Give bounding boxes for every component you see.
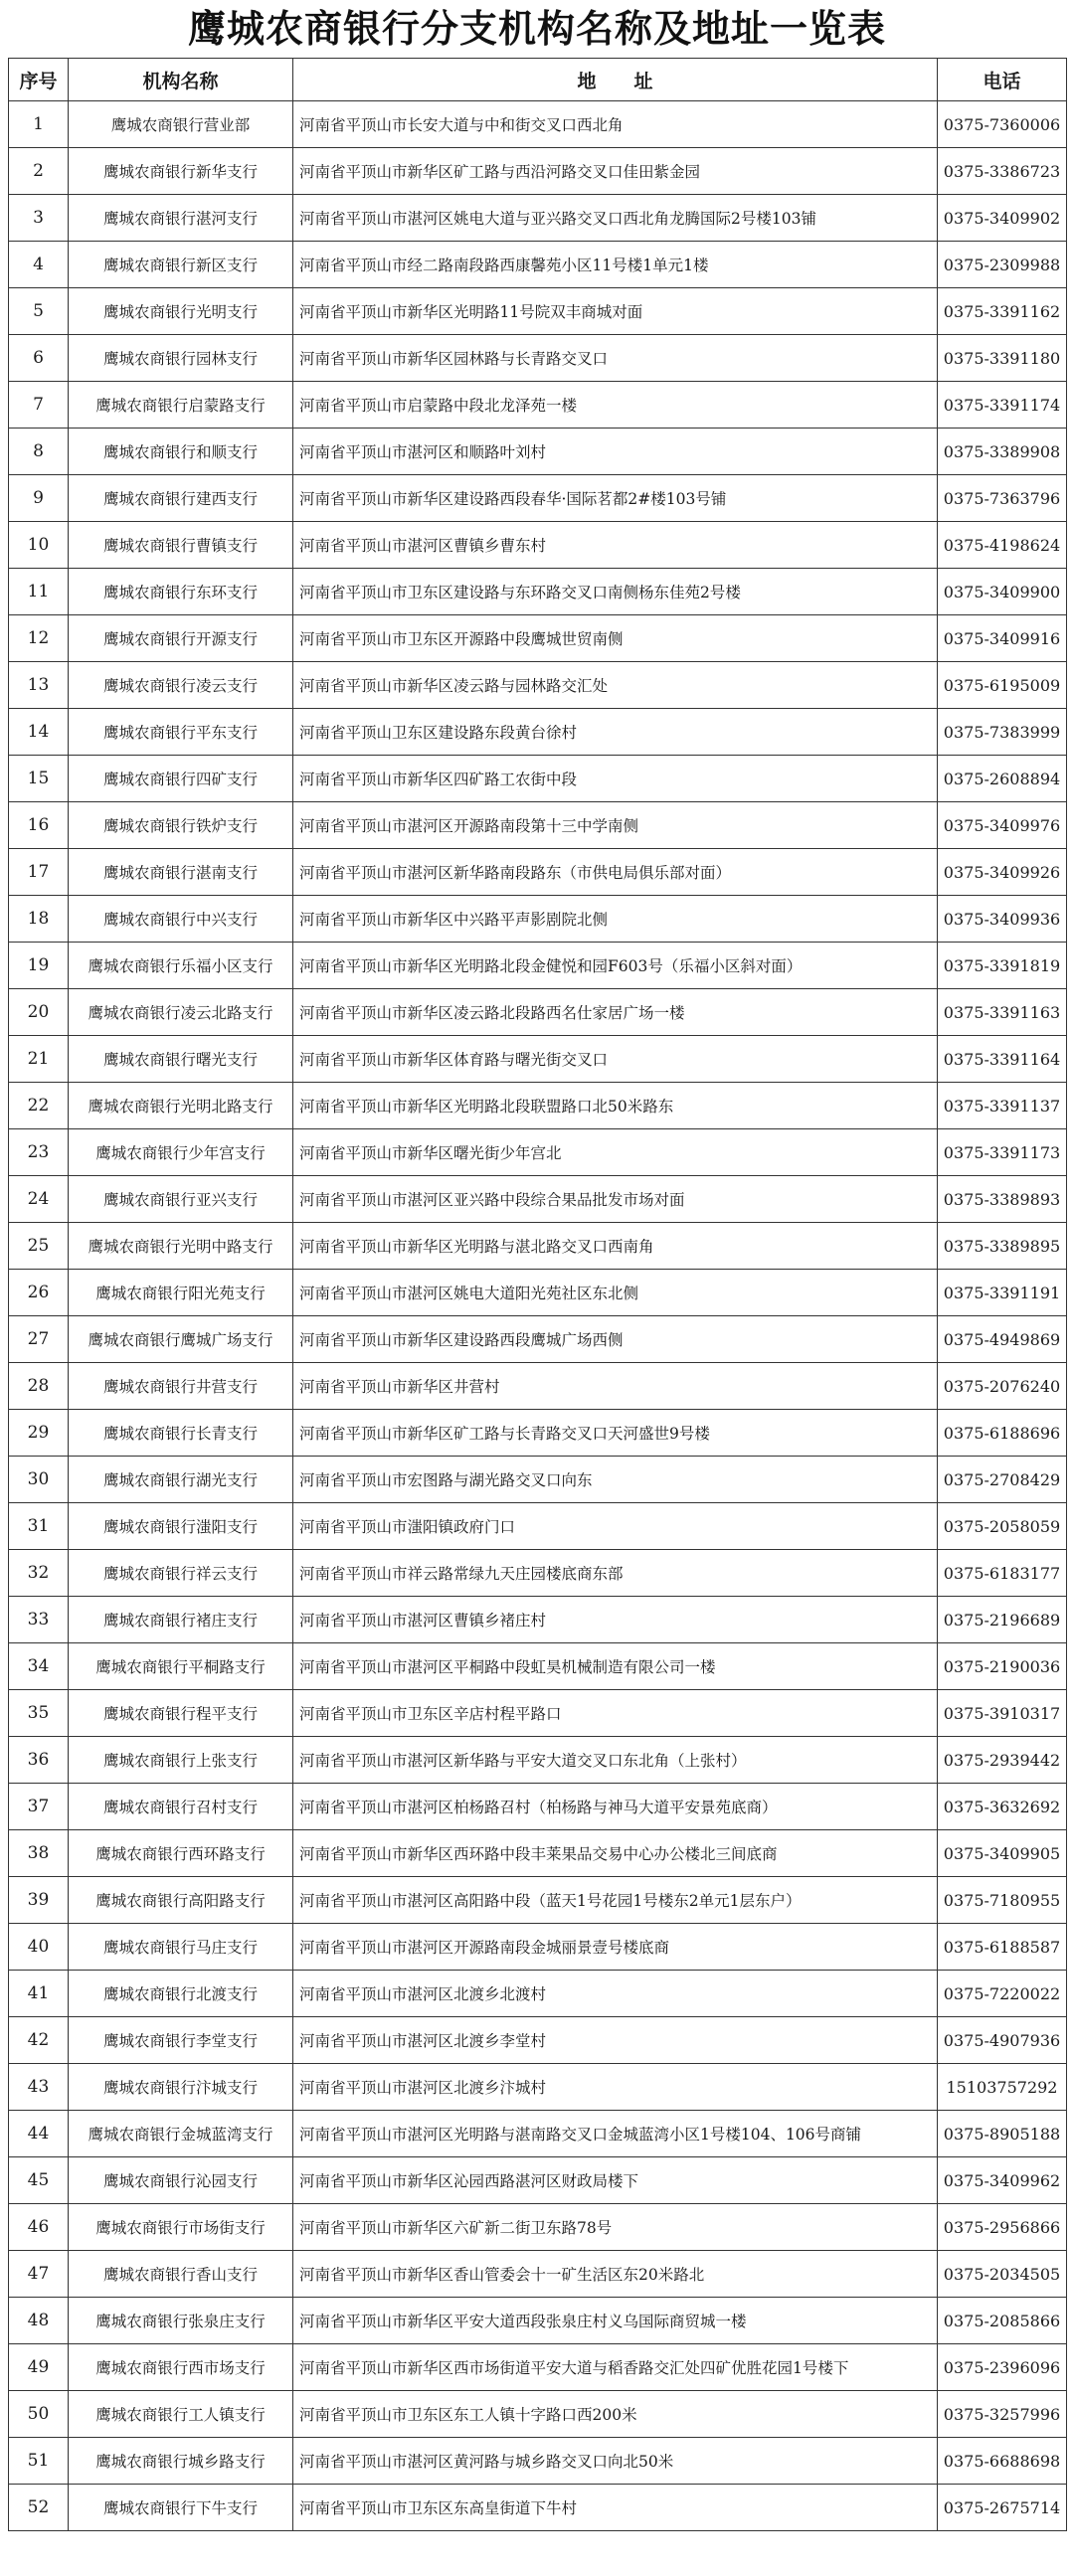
branch-phone: 0375-2939442 (938, 1737, 1067, 1784)
branch-name: 鹰城农商银行和顺支行 (69, 429, 293, 475)
branch-address: 河南省平顶山市湛河区新华路与平安大道交叉口东北角（上张村） (293, 1737, 938, 1784)
branch-address: 河南省平顶山市宏图路与湖光路交叉口向东 (293, 1457, 938, 1503)
row-number: 15 (9, 756, 69, 802)
branch-address: 河南省平顶山市湛河区北渡乡汴城村 (293, 2064, 938, 2111)
row-number: 47 (9, 2251, 69, 2298)
branch-name: 鹰城农商银行曹镇支行 (69, 522, 293, 569)
branch-name: 鹰城农商银行湖光支行 (69, 1457, 293, 1503)
branch-address: 河南省平顶山市新华区光明路11号院双丰商城对面 (293, 288, 938, 335)
branch-address: 河南省平顶山市新华区中兴路平声影剧院北侧 (293, 896, 938, 943)
row-number: 44 (9, 2111, 69, 2157)
table-row (9, 2111, 1067, 2157)
row-number: 4 (9, 242, 69, 288)
table-row (9, 2298, 1067, 2344)
branch-phone: 0375-3391819 (938, 943, 1067, 989)
branch-name: 鹰城农商银行四矿支行 (69, 756, 293, 802)
table-row (9, 1223, 1067, 1270)
row-number: 25 (9, 1223, 69, 1270)
branch-address: 河南省平顶山市卫东区东高皇街道下牛村 (293, 2485, 938, 2531)
branch-address: 河南省平顶山市新华区西市场街道平安大道与稻香路交汇处四矿优胜花园1号楼下 (293, 2344, 938, 2391)
branch-table (8, 58, 1067, 2531)
header-name: 机构名称 (69, 59, 293, 101)
row-number: 36 (9, 1737, 69, 1784)
branch-address: 河南省平顶山市新华区井营村 (293, 1363, 938, 1410)
branch-address: 河南省平顶山市湛河区高阳路中段（蓝天1号花园1号楼东2单元1层东户） (293, 1877, 938, 1924)
table-row (9, 1690, 1067, 1737)
table-row (9, 1597, 1067, 1643)
branch-phone: 0375-2196689 (938, 1597, 1067, 1643)
row-number: 5 (9, 288, 69, 335)
table-row (9, 1924, 1067, 1971)
branch-name: 鹰城农商银行中兴支行 (69, 896, 293, 943)
branch-phone: 0375-3910317 (938, 1690, 1067, 1737)
branch-phone: 0375-3389893 (938, 1176, 1067, 1223)
table-row (9, 1410, 1067, 1457)
row-number: 24 (9, 1176, 69, 1223)
branch-name: 鹰城农商银行李堂支行 (69, 2017, 293, 2064)
branch-name: 鹰城农商银行湛南支行 (69, 849, 293, 896)
branch-address: 河南省平顶山市卫东区辛店村程平路口 (293, 1690, 938, 1737)
table-row (9, 1877, 1067, 1924)
table-row (9, 1457, 1067, 1503)
branch-name: 鹰城农商银行沁园支行 (69, 2157, 293, 2204)
branch-phone: 0375-3391180 (938, 335, 1067, 382)
branch-phone: 0375-7220022 (938, 1971, 1067, 2017)
row-number: 33 (9, 1597, 69, 1643)
branch-name: 鹰城农商银行平桐路支行 (69, 1643, 293, 1690)
row-number: 51 (9, 2438, 69, 2485)
branch-address: 河南省平顶山市新华区光明路北段联盟路口北50米路东 (293, 1083, 938, 1129)
row-number: 29 (9, 1410, 69, 1457)
branch-address: 河南省平顶山市新华区六矿新二街卫东路78号 (293, 2204, 938, 2251)
branch-name: 鹰城农商银行新区支行 (69, 242, 293, 288)
row-number: 28 (9, 1363, 69, 1410)
branch-phone: 0375-3391163 (938, 989, 1067, 1036)
branch-name: 鹰城农商银行凌云支行 (69, 662, 293, 709)
branch-phone: 0375-2309988 (938, 242, 1067, 288)
branch-phone: 0375-7383999 (938, 709, 1067, 756)
branch-name: 鹰城农商银行铁炉支行 (69, 802, 293, 849)
branch-name: 鹰城农商银行启蒙路支行 (69, 382, 293, 429)
table-row (9, 2017, 1067, 2064)
branch-address: 河南省平顶山市经二路南段路西康馨苑小区11号楼1单元1楼 (293, 242, 938, 288)
branch-phone: 0375-3386723 (938, 148, 1067, 195)
row-number: 6 (9, 335, 69, 382)
branch-address: 河南省平顶山市新华区沁园西路湛河区财政局楼下 (293, 2157, 938, 2204)
branch-name: 鹰城农商银行城乡路支行 (69, 2438, 293, 2485)
branch-phone: 0375-4907936 (938, 2017, 1067, 2064)
branch-phone: 0375-3391164 (938, 1036, 1067, 1083)
branch-phone: 0375-6195009 (938, 662, 1067, 709)
row-number: 16 (9, 802, 69, 849)
branch-address: 河南省平顶山市新华区建设路西段鹰城广场西侧 (293, 1316, 938, 1363)
branch-phone: 0375-3257996 (938, 2391, 1067, 2438)
table-row (9, 2251, 1067, 2298)
row-number: 27 (9, 1316, 69, 1363)
branch-name: 鹰城农商银行长青支行 (69, 1410, 293, 1457)
branch-address: 河南省平顶山市湛河区北渡乡北渡村 (293, 1971, 938, 2017)
branch-phone: 0375-3409926 (938, 849, 1067, 896)
branch-phone: 0375-6188587 (938, 1924, 1067, 1971)
table-row (9, 288, 1067, 335)
branch-phone: 15103757292 (938, 2064, 1067, 2111)
row-number: 32 (9, 1550, 69, 1597)
row-number: 35 (9, 1690, 69, 1737)
table-row (9, 1083, 1067, 1129)
branch-phone: 0375-3391162 (938, 288, 1067, 335)
branch-address: 河南省平顶山市新华区体育路与曙光街交叉口 (293, 1036, 938, 1083)
branch-address: 河南省平顶山市卫东区开源路中段鹰城世贸南侧 (293, 615, 938, 662)
branch-address: 河南省平顶山市启蒙路中段北龙泽苑一楼 (293, 382, 938, 429)
branch-phone: 0375-3409976 (938, 802, 1067, 849)
row-number: 45 (9, 2157, 69, 2204)
row-number: 50 (9, 2391, 69, 2438)
branch-address: 河南省平顶山市湛河区北渡乡李堂村 (293, 2017, 938, 2064)
branch-phone: 0375-3632692 (938, 1784, 1067, 1830)
branch-name: 鹰城农商银行下牛支行 (69, 2485, 293, 2531)
branch-name: 鹰城农商银行鹰城广场支行 (69, 1316, 293, 1363)
branch-phone: 0375-3389908 (938, 429, 1067, 475)
table-row (9, 943, 1067, 989)
branch-name: 鹰城农商银行光明支行 (69, 288, 293, 335)
branch-phone: 0375-3391174 (938, 382, 1067, 429)
table-row (9, 1503, 1067, 1550)
row-number: 48 (9, 2298, 69, 2344)
branch-phone: 0375-6188696 (938, 1410, 1067, 1457)
branch-address: 河南省平顶山市祥云路常绿九天庄园楼底商东部 (293, 1550, 938, 1597)
branch-name: 鹰城农商银行光明中路支行 (69, 1223, 293, 1270)
branch-name: 鹰城农商银行光明北路支行 (69, 1083, 293, 1129)
branch-name: 鹰城农商银行平东支行 (69, 709, 293, 756)
branch-name: 鹰城农商银行召村支行 (69, 1784, 293, 1830)
branch-phone: 0375-2396096 (938, 2344, 1067, 2391)
branch-name: 鹰城农商银行湛河支行 (69, 195, 293, 242)
table-row (9, 382, 1067, 429)
table-row (9, 1643, 1067, 1690)
table-row (9, 1036, 1067, 1083)
header-phone: 电话 (938, 59, 1067, 101)
branch-name: 鹰城农商银行张泉庄支行 (69, 2298, 293, 2344)
branch-name: 鹰城农商银行曙光支行 (69, 1036, 293, 1083)
row-number: 11 (9, 569, 69, 615)
row-number: 9 (9, 475, 69, 522)
branch-name: 鹰城农商银行少年宫支行 (69, 1129, 293, 1176)
branch-address: 河南省平顶山市湛河区姚电大道阳光苑社区东北侧 (293, 1270, 938, 1316)
branch-address: 河南省平顶山卫东区建设路东段黄台徐村 (293, 709, 938, 756)
branch-address: 河南省平顶山市卫东区东工人镇十字路口西200米 (293, 2391, 938, 2438)
table-row (9, 615, 1067, 662)
branch-name: 鹰城农商银行高阳路支行 (69, 1877, 293, 1924)
row-number: 3 (9, 195, 69, 242)
branch-name: 鹰城农商银行西环路支行 (69, 1830, 293, 1877)
branch-address: 河南省平顶山市新华区矿工路与长青路交叉口天河盛世9号楼 (293, 1410, 938, 1457)
branch-name: 鹰城农商银行园林支行 (69, 335, 293, 382)
table-row (9, 1784, 1067, 1830)
table-row (9, 989, 1067, 1036)
row-number: 21 (9, 1036, 69, 1083)
branch-name: 鹰城农商银行马庄支行 (69, 1924, 293, 1971)
branch-address: 河南省平顶山市湛河区光明路与湛南路交叉口金城蓝湾小区1号楼104、106号商铺 (293, 2111, 938, 2157)
branch-name: 鹰城农商银行汴城支行 (69, 2064, 293, 2111)
row-number: 30 (9, 1457, 69, 1503)
branch-address: 河南省平顶山市新华区凌云路与园林路交汇处 (293, 662, 938, 709)
row-number: 12 (9, 615, 69, 662)
header-row (9, 59, 1067, 101)
branch-name: 鹰城农商银行褚庄支行 (69, 1597, 293, 1643)
branch-phone: 0375-3389895 (938, 1223, 1067, 1270)
branch-phone: 0375-7363796 (938, 475, 1067, 522)
table-row (9, 148, 1067, 195)
branch-phone: 0375-3409900 (938, 569, 1067, 615)
branch-phone: 0375-3409905 (938, 1830, 1067, 1877)
branch-name: 鹰城农商银行井营支行 (69, 1363, 293, 1410)
table-row (9, 2064, 1067, 2111)
table-row (9, 429, 1067, 475)
row-number: 10 (9, 522, 69, 569)
row-number: 23 (9, 1129, 69, 1176)
branch-address: 河南省平顶山市湛河区曹镇乡褚庄村 (293, 1597, 938, 1643)
row-number: 49 (9, 2344, 69, 2391)
header-address: 地 址 (293, 59, 938, 101)
branch-name: 鹰城农商银行北渡支行 (69, 1971, 293, 2017)
branch-name: 鹰城农商银行程平支行 (69, 1690, 293, 1737)
branch-name: 鹰城农商银行亚兴支行 (69, 1176, 293, 1223)
branch-phone: 0375-3391173 (938, 1129, 1067, 1176)
table-row (9, 1737, 1067, 1784)
table-row (9, 802, 1067, 849)
row-number: 40 (9, 1924, 69, 1971)
branch-phone: 0375-7360006 (938, 101, 1067, 148)
branch-address: 河南省平顶山市湛河区亚兴路中段综合果品批发市场对面 (293, 1176, 938, 1223)
branch-address: 河南省平顶山市湛河区柏杨路召村（柏杨路与神马大道平安景苑底商） (293, 1784, 938, 1830)
branch-phone: 0375-3409916 (938, 615, 1067, 662)
branch-address: 河南省平顶山市新华区曙光街少年宫北 (293, 1129, 938, 1176)
branch-phone: 0375-2058059 (938, 1503, 1067, 1550)
branch-phone: 0375-3409902 (938, 195, 1067, 242)
row-number: 26 (9, 1270, 69, 1316)
row-number: 18 (9, 896, 69, 943)
table-body (9, 101, 1067, 2531)
row-number: 39 (9, 1877, 69, 1924)
branch-phone: 0375-3391191 (938, 1270, 1067, 1316)
row-number: 13 (9, 662, 69, 709)
branch-address: 河南省平顶山市湛河区开源路南段第十三中学南侧 (293, 802, 938, 849)
branch-address: 河南省平顶山市滍阳镇政府门口 (293, 1503, 938, 1550)
table-row (9, 195, 1067, 242)
row-number: 14 (9, 709, 69, 756)
table-row (9, 522, 1067, 569)
branch-address: 河南省平顶山市湛河区姚电大道与亚兴路交叉口西北角龙腾国际2号楼103铺 (293, 195, 938, 242)
table-row (9, 2438, 1067, 2485)
branch-name: 鹰城农商银行滍阳支行 (69, 1503, 293, 1550)
branch-name: 鹰城农商银行祥云支行 (69, 1550, 293, 1597)
branch-phone: 0375-2076240 (938, 1363, 1067, 1410)
table-row (9, 2391, 1067, 2438)
row-number: 17 (9, 849, 69, 896)
branch-phone: 0375-2956866 (938, 2204, 1067, 2251)
header-no: 序号 (9, 59, 69, 101)
branch-address: 河南省平顶山市新华区四矿路工农街中段 (293, 756, 938, 802)
table-row (9, 1830, 1067, 1877)
branch-address: 河南省平顶山市新华区凌云路北段路西名仕家居广场一楼 (293, 989, 938, 1036)
table-row (9, 849, 1067, 896)
branch-address: 河南省平顶山市湛河区开源路南段金城丽景壹号楼底商 (293, 1924, 938, 1971)
table-row (9, 1176, 1067, 1223)
branch-address: 河南省平顶山市长安大道与中和街交叉口西北角 (293, 101, 938, 148)
branch-phone: 0375-3409962 (938, 2157, 1067, 2204)
row-number: 52 (9, 2485, 69, 2531)
table-row (9, 1971, 1067, 2017)
branch-name: 鹰城农商银行营业部 (69, 101, 293, 148)
table-row (9, 335, 1067, 382)
row-number: 42 (9, 2017, 69, 2064)
branch-address: 河南省平顶山市湛河区黄河路与城乡路交叉口向北50米 (293, 2438, 938, 2485)
branch-address: 河南省平顶山市湛河区曹镇乡曹东村 (293, 522, 938, 569)
table-row (9, 709, 1067, 756)
table-row (9, 1129, 1067, 1176)
table-row (9, 101, 1067, 148)
branch-address: 河南省平顶山市新华区园林路与长青路交叉口 (293, 335, 938, 382)
table-row (9, 662, 1067, 709)
row-number: 38 (9, 1830, 69, 1877)
branch-phone: 0375-2608894 (938, 756, 1067, 802)
table-row (9, 1363, 1067, 1410)
row-number: 41 (9, 1971, 69, 2017)
branch-name: 鹰城农商银行东环支行 (69, 569, 293, 615)
branch-phone: 0375-2708429 (938, 1457, 1067, 1503)
branch-name: 鹰城农商银行工人镇支行 (69, 2391, 293, 2438)
branch-name: 鹰城农商银行西市场支行 (69, 2344, 293, 2391)
branch-address: 河南省平顶山市湛河区平桐路中段虹昊机械制造有限公司一楼 (293, 1643, 938, 1690)
row-number: 19 (9, 943, 69, 989)
branch-phone: 0375-2085866 (938, 2298, 1067, 2344)
row-number: 34 (9, 1643, 69, 1690)
table-row (9, 756, 1067, 802)
branch-name: 鹰城农商银行香山支行 (69, 2251, 293, 2298)
table-row (9, 569, 1067, 615)
branch-name: 鹰城农商银行乐福小区支行 (69, 943, 293, 989)
row-number: 1 (9, 101, 69, 148)
branch-phone: 0375-6183177 (938, 1550, 1067, 1597)
branch-phone: 0375-2190036 (938, 1643, 1067, 1690)
branch-address: 河南省平顶山市新华区香山管委会十一矿生活区东20米路北 (293, 2251, 938, 2298)
row-number: 31 (9, 1503, 69, 1550)
table-row (9, 2344, 1067, 2391)
branch-name: 鹰城农商银行开源支行 (69, 615, 293, 662)
branch-phone: 0375-8905188 (938, 2111, 1067, 2157)
branch-address: 河南省平顶山市新华区矿工路与西沿河路交叉口佳田紫金园 (293, 148, 938, 195)
table-row (9, 2485, 1067, 2531)
branch-address: 河南省平顶山市新华区西环路中段丰莱果品交易中心办公楼北三间底商 (293, 1830, 938, 1877)
branch-name: 鹰城农商银行凌云北路支行 (69, 989, 293, 1036)
branch-address: 河南省平顶山市湛河区和顺路叶刘村 (293, 429, 938, 475)
table-row (9, 896, 1067, 943)
branch-name: 鹰城农商银行建西支行 (69, 475, 293, 522)
branch-name: 鹰城农商银行阳光苑支行 (69, 1270, 293, 1316)
branch-address: 河南省平顶山市新华区光明路北段金健悦和园F603号（乐福小区斜对面） (293, 943, 938, 989)
table-row (9, 2204, 1067, 2251)
branch-phone: 0375-4949869 (938, 1316, 1067, 1363)
row-number: 37 (9, 1784, 69, 1830)
branch-address: 河南省平顶山市新华区平安大道西段张泉庄村义乌国际商贸城一楼 (293, 2298, 938, 2344)
branch-phone: 0375-3391137 (938, 1083, 1067, 1129)
branch-name: 鹰城农商银行新华支行 (69, 148, 293, 195)
table-row (9, 2157, 1067, 2204)
table-row (9, 1316, 1067, 1363)
page-title: 鹰城农商银行分支机构名称及地址一览表 (187, 6, 886, 51)
branch-name: 鹰城农商银行市场街支行 (69, 2204, 293, 2251)
row-number: 22 (9, 1083, 69, 1129)
branch-phone: 0375-4198624 (938, 522, 1067, 569)
branch-phone: 0375-2034505 (938, 2251, 1067, 2298)
row-number: 20 (9, 989, 69, 1036)
table-row (9, 475, 1067, 522)
table-row (9, 1270, 1067, 1316)
branch-name: 鹰城农商银行上张支行 (69, 1737, 293, 1784)
branch-phone: 0375-6688698 (938, 2438, 1067, 2485)
branch-address: 河南省平顶山市卫东区建设路与东环路交叉口南侧杨东佳苑2号楼 (293, 569, 938, 615)
table-row (9, 1550, 1067, 1597)
branch-address: 河南省平顶山市湛河区新华路南段路东（市供电局俱乐部对面） (293, 849, 938, 896)
row-number: 8 (9, 429, 69, 475)
branch-phone: 0375-7180955 (938, 1877, 1067, 1924)
branch-address: 河南省平顶山市新华区建设路西段春华·国际茗都2#楼103号铺 (293, 475, 938, 522)
row-number: 43 (9, 2064, 69, 2111)
row-number: 46 (9, 2204, 69, 2251)
table-row (9, 242, 1067, 288)
branch-phone: 0375-3409936 (938, 896, 1067, 943)
row-number: 7 (9, 382, 69, 429)
row-number: 2 (9, 148, 69, 195)
branch-phone: 0375-2675714 (938, 2485, 1067, 2531)
table-header (9, 59, 1067, 101)
branch-name: 鹰城农商银行金城蓝湾支行 (69, 2111, 293, 2157)
branch-address: 河南省平顶山市新华区光明路与湛北路交叉口西南角 (293, 1223, 938, 1270)
